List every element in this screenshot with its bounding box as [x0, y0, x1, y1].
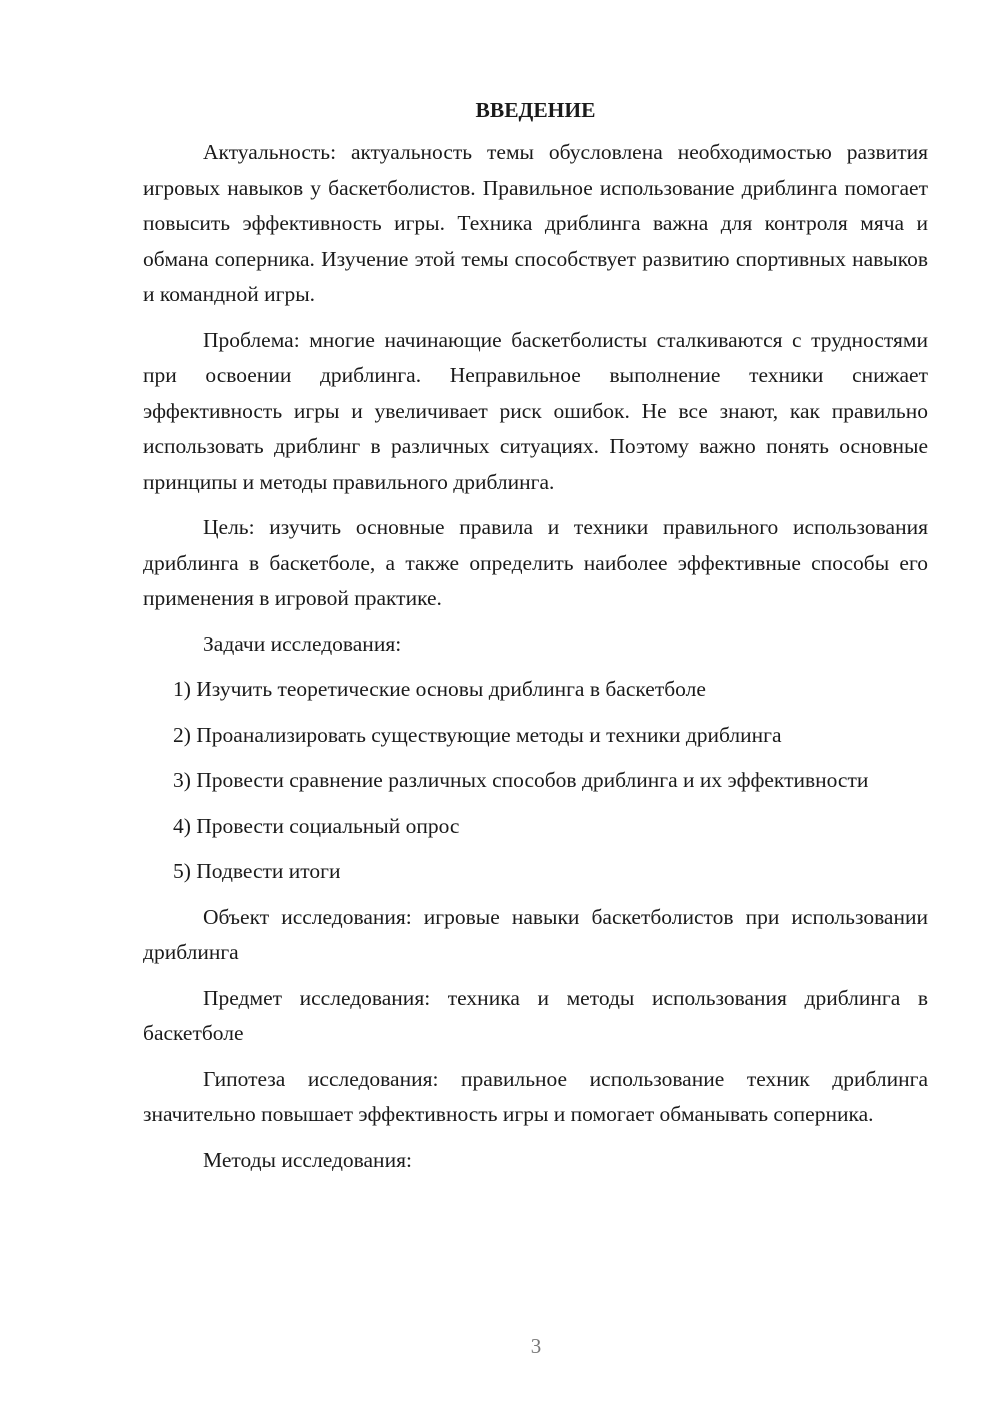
task-item-1: 1) Изучить теоретические основы дриблинга в баскетболе — [173, 677, 706, 701]
tasks-heading: Задачи исследования: — [203, 631, 402, 656]
task-item-2: 2) Проанализировать существующие методы и техники дриблинга — [173, 722, 782, 747]
object-paragraph: Объект исследования: игровые навыки баскетболистов при использовании дриблинга — [143, 904, 928, 964]
methods-heading: Методы исследования: — [203, 1147, 412, 1172]
task-item-3: 3) Провести сравнение различных способов дриблинга и их эффективности — [173, 768, 869, 792]
page-title: ВВЕДЕНИЕ — [475, 98, 596, 122]
page-content — [143, 95, 928, 1188]
relevance-paragraph: Актуальность: актуальность темы обусловлена необходимостью развития игровых навыков у баскетболистов. Правильное использование дриблинга помогает повысить эффективность игры. Техника дриблинга важна для контроля мяча и обмана соперника. Изучение этой темы способствует развитию спортивных навыков и командной игры. — [143, 140, 928, 306]
task-item-4: 4) Провести социальный опрос — [173, 813, 460, 838]
problem-paragraph: Проблема: многие начинающие баскетболисты сталкиваются с трудностями при освоении дриблинга. Неправильное выполнение техники снижает эффективность игры и увеличивает риск ошибок. Не все знают, как правильно использовать дриблинг в различных ситуациях. Поэтому важно понять основные принципы и методы правильного дриблинга. — [143, 327, 928, 494]
subject-paragraph: Предмет исследования: техника и методы использования дриблинга в баскетболе — [143, 985, 928, 1045]
task-item-5: 5) Подвести итоги — [173, 859, 341, 883]
goal-paragraph: Цель: изучить основные правила и техники правильного использования дриблинга в баскетболе, а также определить наиболее эффективные способы его применения в игровой практике. — [143, 515, 928, 610]
page-number: 3 — [530, 1334, 542, 1358]
hypothesis-paragraph: Гипотеза исследования: правильное использование техник дриблинга значительно повышает эффективность игры и помогает обманывать соперника. — [143, 1066, 928, 1126]
